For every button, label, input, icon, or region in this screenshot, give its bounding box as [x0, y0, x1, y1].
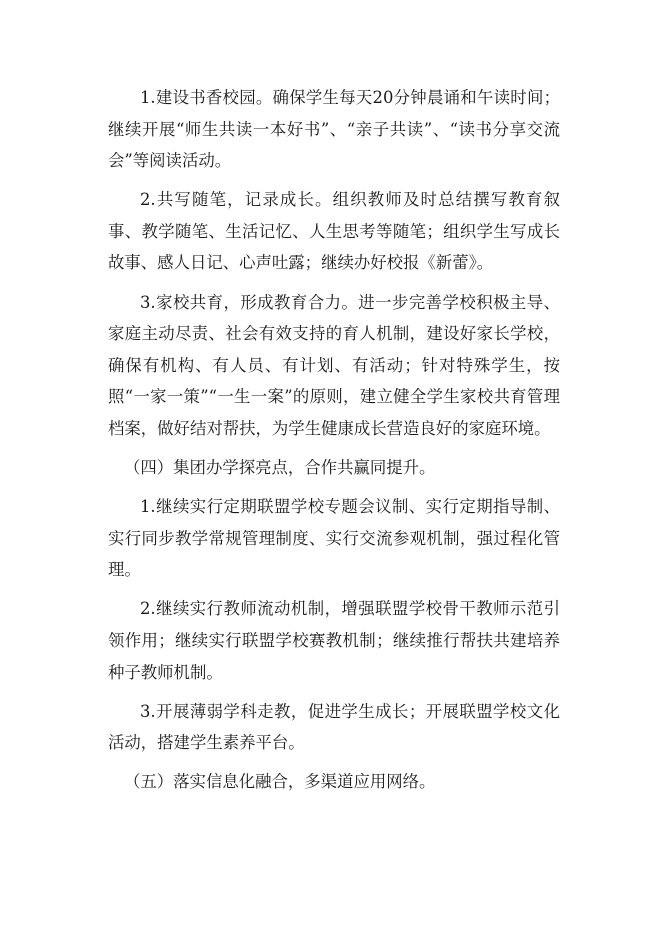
- paragraph-essays: 2.共写随笔，记录成长。组织教师及时总结撰写教育叙事、教学随笔、生活记忆、人生思考等随笔；组织学生写成长故事、感人日记、心声吐露；继续办好校报《新蕾》。: [108, 190, 560, 273]
- paragraph-alliance-meetings: 1.继续实行定期联盟学校专题会议制、实行定期指导制、实行同步教学常规管理制度、实行交流参观机制，强过程化管理。: [108, 497, 560, 580]
- paragraph-teacher-rotation: 2.继续实行教师流动机制，增强联盟学校骨干教师示范引领作用；继续实行联盟学校赛教机制；继续推行帮扶共建培养种子教师机制。: [108, 599, 560, 682]
- section-heading-five: （五）落实信息化融合，多渠道应用网络。: [124, 772, 436, 792]
- document-body: [108, 82, 560, 805]
- paragraph-reading-campus: 1.建设书香校园。确保学生每天20分钟晨诵和午读时间；继续开展“师生共读一本好书”、“亲子共读”、“读书分享交流会”等阅读活动。: [108, 88, 560, 171]
- paragraph-weak-subjects: 3.开展薄弱学科走教，促进学生成长；开展联盟学校文化活动，搭建学生素养平台。: [108, 701, 560, 753]
- paragraph-home-school: 3.家校共育，形成教育合力。进一步完善学校积极主导、家庭主动尽责、社会有效支持的育人机制，建设好家长学校，确保有机构、有人员、有计划、有活动；针对特殊学生，按照“一家一策”“一生一案”的原则，建立健全学生家校共育管理档案，做好结对帮扶，为学生健康成长营造良好的家庭环境。: [108, 292, 560, 438]
- section-heading-four: （四）集团办学探亮点，合作共赢同提升。: [124, 458, 436, 478]
